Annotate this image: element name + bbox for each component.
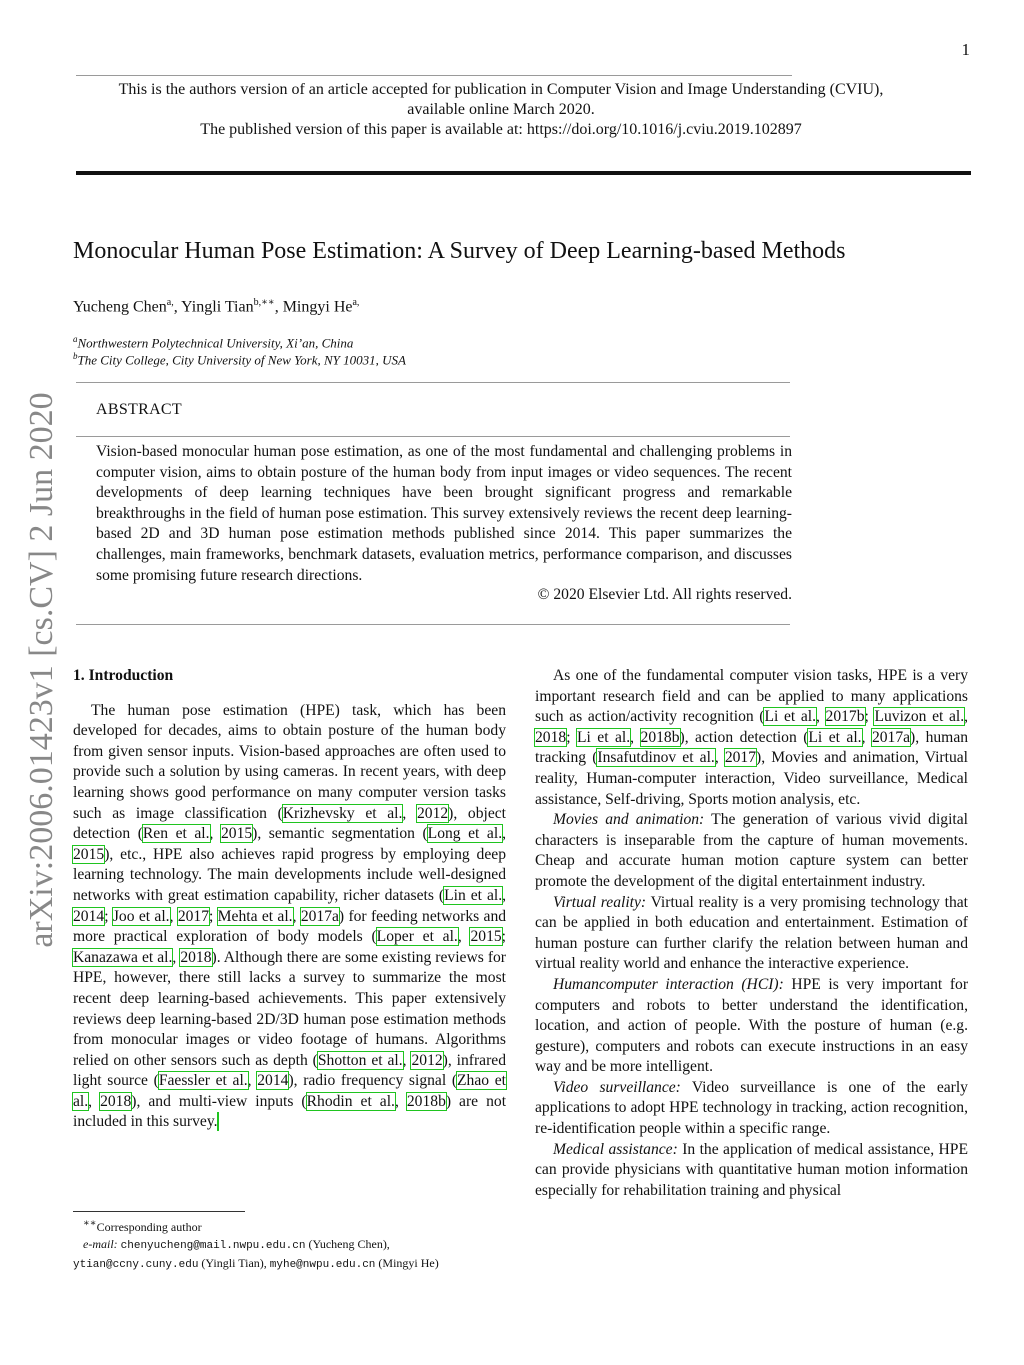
author-affil-mark: b,∗∗ xyxy=(253,297,275,308)
citation-link[interactable]: Long et al. xyxy=(427,825,503,843)
paragraph-label: Virtual reality: xyxy=(553,893,647,911)
citation-link[interactable]: 2017 xyxy=(724,749,757,767)
citation-link[interactable]: Joo et al. xyxy=(112,907,170,925)
citation-link[interactable]: Ren et al. xyxy=(142,825,210,843)
author-name: Yingli Tian xyxy=(181,298,254,316)
citation-link[interactable]: 2018 xyxy=(100,1092,132,1110)
author-affil-mark: a, xyxy=(352,297,360,308)
left-column xyxy=(73,666,506,1133)
email-line: e-mail: chenyucheng@mail.nwpu.edu.cn (Yucheng Chen), xyxy=(83,1237,390,1252)
arxiv-identifier: arXiv:2006.01423v1 [cs.CV] 2 Jun 2020 xyxy=(23,392,60,948)
affiliation-b xyxy=(73,351,406,368)
citation-link[interactable]: Faessler et al. xyxy=(158,1072,248,1090)
author-separator: , xyxy=(274,298,283,316)
citation-link[interactable]: Zhao et al. xyxy=(73,1072,506,1110)
citation-link[interactable]: Li et al. xyxy=(764,708,816,726)
notice-top-rule xyxy=(76,75,792,76)
notice-line-1: This is the authors version of an article accepted for publication in Computer Vision and Image Understanding (CVIU), xyxy=(118,81,884,98)
author-affil-mark: a, xyxy=(166,297,174,308)
footnote xyxy=(73,1215,513,1274)
citation-link[interactable]: Luvizon et al. xyxy=(874,708,965,726)
citation-link[interactable]: Insafutdinov et al. xyxy=(597,749,715,767)
citation-link[interactable]: Rhodin et al. xyxy=(306,1092,395,1110)
surveillance-paragraph: Video surveillance: Video surveillance is one of the early applications to adopt HPE technology in tracking, action recognition, re-identification people within a specific range. xyxy=(535,1078,968,1138)
email-link[interactable]: chenyucheng@mail.nwpu.edu.cn xyxy=(120,1240,306,1252)
citation-link[interactable]: Shotton et al. xyxy=(317,1051,403,1069)
citation-link[interactable]: 2018b xyxy=(640,728,680,746)
footnote-rule xyxy=(73,1211,245,1212)
section-heading: 1. Introduction xyxy=(73,667,174,684)
abstract-heading: ABSTRACT xyxy=(96,401,182,418)
citation-link[interactable]: 2018b xyxy=(406,1092,446,1110)
right-column xyxy=(535,666,968,1201)
citation-link[interactable]: Krizhevsky et al. xyxy=(282,804,403,822)
abstract-bottom-rule xyxy=(76,624,790,625)
citation-link[interactable]: 2018 xyxy=(535,728,567,746)
author-name: Mingyi He xyxy=(282,298,353,316)
intro-paragraph: The human pose estimation (HPE) task, which has been developed for decades, aims to obtain posture of the human body from given sensor inputs. Vision-based approaches are often used to provide such a solution by using cameras. In recent years, with deep learning shows good performance on many computer version tasks such as image classification (Krizhevsky et al., 2012), object detection (Ren et al., 2015), semantic segmentation (Long et al., 2015), etc., HPE also achieves rapid progress by employing deep learning technology. The main developments include well-designed networks with great estimation capability, richer datasets (Lin et al., 2014; Joo et al., 2017; Mehta et al., 2017a) for feeding networks and more practical exploration of body models (Loper et al., 2015; Kanazawa et al., 2018). Although there are some existing reviews for HPE, however, there still lacks a survey to summarize the most recent deep learning-based achievements. This paper extensively reviews deep learning-based 2D/3D human pose estimation methods from monocular images or video footage of humans. Algorithms relied on other sensors such as depth (Shotton et al., 2012), infrared light source (Faessler et al., 2014), radio frequency signal (Zhao et al., 2018), and multi-view inputs (Rhodin et al., 2018b) are not included in this survey. xyxy=(73,701,507,1131)
publication-notice xyxy=(76,80,926,140)
affiliation-mark: a xyxy=(73,334,78,344)
applications-paragraph: As one of the fundamental computer vision tasks, HPE is a very important research field and can be applied to many applications such as action/activity recognition (Li et al., 2017b; Luvizon et al., 2018; Li et al., 2018b), action detection (Li et al., 2017a), human tracking (Insafutdinov et al., 2017), Movies and animation, Virtual reality, Human-computer interaction, Video surveillance, Medical assistance, Self-driving, Sports motion analysis, etc. xyxy=(535,667,969,808)
citation-link[interactable]: 2012 xyxy=(411,1051,443,1069)
citation-link[interactable]: 2017a xyxy=(300,907,339,925)
notice-line-2: available online March 2020. xyxy=(407,101,595,118)
citation-link[interactable]: 2017 xyxy=(177,907,209,925)
affiliation-a xyxy=(73,334,353,351)
paragraph-label: Medical assistance: xyxy=(553,1140,678,1158)
email-label: e-mail: xyxy=(83,1237,118,1251)
citation-link[interactable]: Lin et al. xyxy=(444,886,503,904)
author-list xyxy=(73,297,359,316)
email-link[interactable]: ytian@ccny.cuny.edu xyxy=(73,1259,199,1271)
citation-link[interactable]: 2017a xyxy=(871,728,911,746)
citation-link[interactable]: Mehta et al. xyxy=(217,907,293,925)
medical-paragraph: Medical assistance: In the application of medical assistance, HPE can provide physicians with quantitative human motion information especially for rehabilitation training and physical xyxy=(535,1140,968,1199)
citation-link[interactable]: Kanazawa et al. xyxy=(73,948,173,966)
citation-link[interactable]: 2015 xyxy=(220,825,253,843)
notice-line-3: The published version of this paper is available at: https://doi.org/10.1016/j.cviu.2019.102897 xyxy=(200,121,802,138)
citation-link[interactable]: Li et al. xyxy=(808,728,862,746)
page-number: 1 xyxy=(961,40,970,59)
footnote-mark: ∗∗ xyxy=(83,1218,97,1229)
hci-paragraph: Humancomputer interaction (HCI): HPE is very important for computers and robots to better understand the identification, location, and action of people. With the posture of human (e.g. gesture), computers and robots can execute instructions in an easy way and be more intelligent. xyxy=(535,975,969,1076)
citation-link[interactable]: 2014 xyxy=(73,907,105,925)
paragraph-label: Movies and animation: xyxy=(553,811,705,829)
vr-paragraph: Virtual reality: Virtual reality is a very promising technology that can be applied in both education and entertainment. Estimation of human posture can further clarify the relation between human and virtual reality world and enhance the interactive experience. xyxy=(535,893,968,973)
citation-link[interactable]: 2017b xyxy=(825,708,865,726)
abstract-text: Vision-based monocular human pose estimation, as one of the most fundamental and challenging problems in computer vision, aims to obtain posture of the human body from input images or video sequences. The recent developments of deep learning techniques have been brought significant progress and remarkable breakthroughs in the field of human pose estimation. This survey extensively reviews the recent deep learning-based 2D and 3D human pose estimation methods published since 2014. This paper summarizes the challenges, main frameworks, benchmark datasets, evaluation metrics, performance comparison, and discusses some promising future research directions. xyxy=(96,443,792,584)
abstract-heading-rule xyxy=(76,436,790,437)
author-separator: , xyxy=(173,298,182,316)
abstract-top-rule xyxy=(76,382,790,383)
citation-link[interactable]: 2015 xyxy=(73,845,105,863)
movies-paragraph: Movies and animation: The generation of various vivid digital characters is inseparable from the capture of human movements. Cheap and accurate human motion capture system can better promote the development of the digital entertainment industry. xyxy=(535,811,968,890)
citation-link[interactable]: Li et al. xyxy=(576,728,631,746)
citation-link[interactable]: 2014 xyxy=(257,1072,289,1090)
header-divider xyxy=(76,171,971,175)
author-name: Yucheng Chen xyxy=(73,298,167,316)
citation-link[interactable]: 2012 xyxy=(416,804,449,822)
citation-link[interactable]: Loper et al. xyxy=(376,928,458,946)
affiliation-mark: b xyxy=(73,351,78,361)
email-line-2: ytian@ccny.cuny.edu (Yingli Tian), myhe@nwpu.edu.cn (Mingyi He) xyxy=(73,1256,439,1271)
affiliation-text: Northwestern Polytechnical University, Xi’an, China xyxy=(77,335,354,351)
corresponding-author-note: ∗∗Corresponding author xyxy=(83,1218,202,1234)
paper-title: Monocular Human Pose Estimation: A Survey of Deep Learning-based Methods xyxy=(73,238,846,264)
paragraph-label: Video surveillance: xyxy=(553,1078,681,1096)
copyright-notice: © 2020 Elsevier Ltd. All rights reserved. xyxy=(537,586,792,603)
paragraph-label: Humancomputer interaction (HCI): xyxy=(553,975,784,993)
email-link[interactable]: myhe@nwpu.edu.cn xyxy=(269,1259,376,1271)
citation-link[interactable]: 2015 xyxy=(470,928,502,946)
affiliation-text: The City College, City University of New York, NY 10031, USA xyxy=(77,352,406,368)
citation-link[interactable]: 2018 xyxy=(180,948,212,966)
